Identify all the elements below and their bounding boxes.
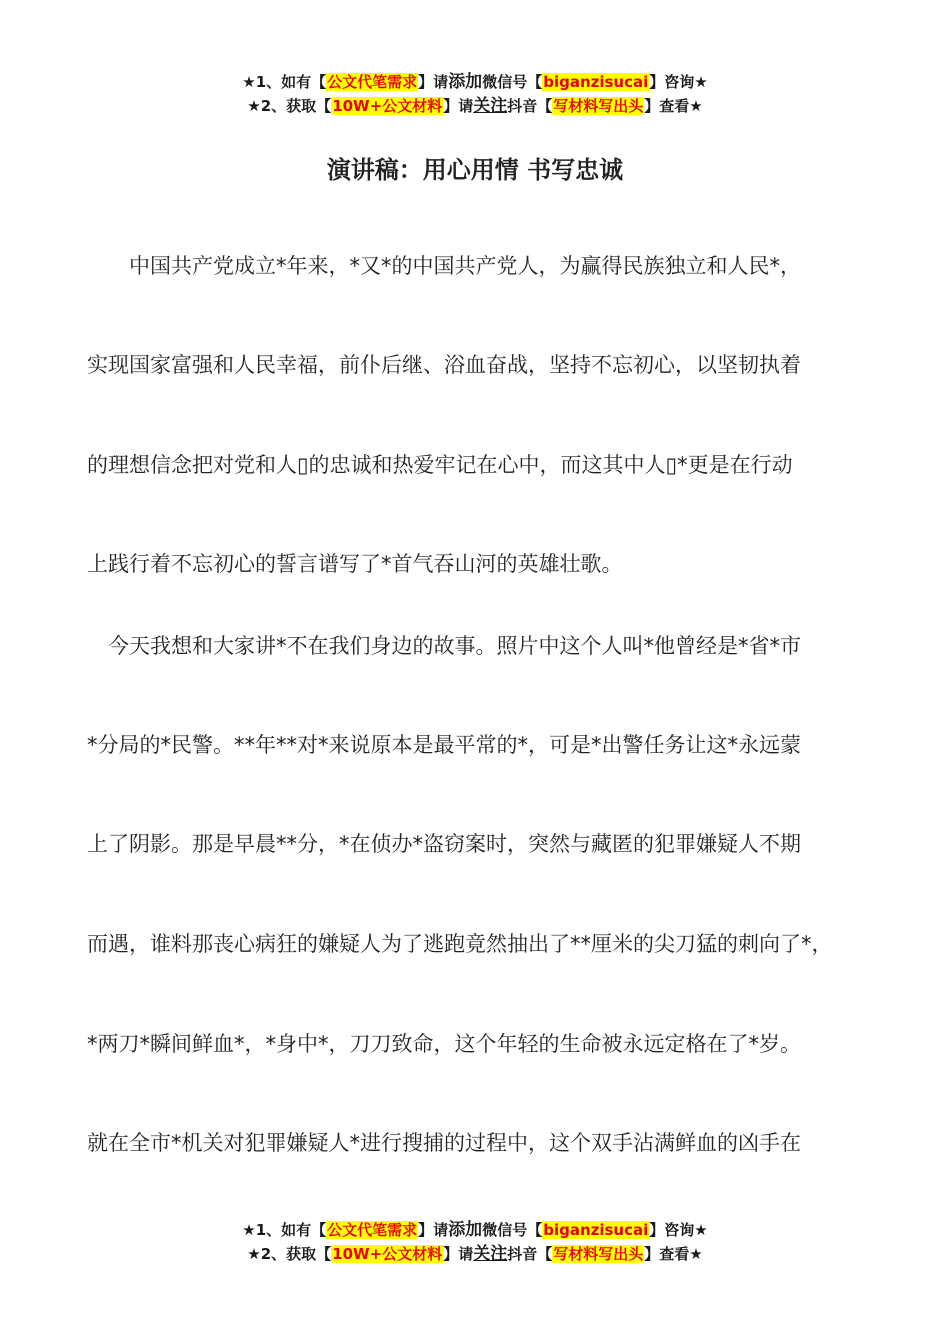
promo-line-2 [0,94,950,118]
promo-text: 】查看★ [644,97,703,115]
promo-emphasis: 添加 [448,72,483,92]
promo-text: ★1、如有【 [242,1221,327,1239]
promo-emphasis: 关注 [473,1244,508,1264]
promo-line-1 [0,1218,950,1242]
promo-wechat-id: biganzisucai [543,1221,649,1239]
promo-highlight: 公文代笔需求 [327,73,418,91]
promo-line-2 [0,1242,950,1266]
promo-line-1 [0,70,950,94]
promo-notice-bottom [0,1218,950,1266]
page-title: 演讲稿：用心用情 书写忠诚 [326,156,624,184]
promo-text: 】请 [418,73,449,91]
body-line: *两刀*瞬间鲜血*，*身中*，刀刀致命，这个年轻的生命被永远定格在了*岁。 [87,1032,801,1056]
promo-text: 】咨询★ [649,1221,708,1239]
promo-text: ★2、获取【 [247,97,332,115]
promo-wechat-id: biganzisucai [543,73,649,91]
body-line: 实现国家富强和人民幸福，前仆后继、浴血奋战，坚持不忘初心，以坚韧执着 [87,353,801,377]
body-line: 中国共产党成立*年来，*又*的中国共产党人，为赢得民族独立和人民*， [87,254,801,278]
promo-text: 】请 [443,1245,474,1263]
promo-text: 】请 [443,97,474,115]
promo-text: 】咨询★ [649,73,708,91]
promo-text: 】请 [418,1221,449,1239]
body-line: 而遇，谁料那丧心病狂的嫌疑人为了逃跑竟然抽出了**厘米的尖刀猛的刺向了*， [87,932,833,956]
body-line: 的理想信念把对党和人▯的忠诚和热爱牢记在心中，而这其中人▯*更是在行动 [87,453,793,477]
promo-highlight: 公文代笔需求 [327,1221,418,1239]
promo-text: ★2、获取【 [247,1245,332,1263]
promo-emphasis: 添加 [448,1220,483,1240]
promo-highlight: 10W+公文材料 [332,97,443,115]
body-line: 就在全市*机关对犯罪嫌疑人*进行搜捕的过程中，这个双手沾满鲜血的凶手在 [87,1131,801,1155]
promo-douyin-id: 写材料写出头 [553,97,644,115]
promo-text: 抖音【 [507,1245,553,1263]
promo-text: ★1、如有【 [242,73,327,91]
promo-douyin-id: 写材料写出头 [553,1245,644,1263]
promo-text: 微信号【 [482,73,543,91]
promo-text: 】查看★ [644,1245,703,1263]
body-line: 上践行着不忘初心的誓言谱写了*首气吞山河的英雄壮歌。 [87,552,623,576]
promo-highlight: 10W+公文材料 [332,1245,443,1263]
body-line: 今天我想和大家讲*不在我们身边的故事。照片中这个人叫*他曾经是*省*市 [87,634,801,658]
body-line: *分局的*民警。**年**对*来说原本是最平常的*，可是*出警任务让这*永远蒙 [87,733,801,757]
promo-notice-top [0,70,950,118]
promo-text: 微信号【 [482,1221,543,1239]
promo-text: 抖音【 [507,97,553,115]
promo-emphasis: 关注 [473,96,508,116]
body-line: 上了阴影。那是早晨**分，*在侦办*盗窃案时，突然与藏匿的犯罪嫌疑人不期 [87,832,801,856]
